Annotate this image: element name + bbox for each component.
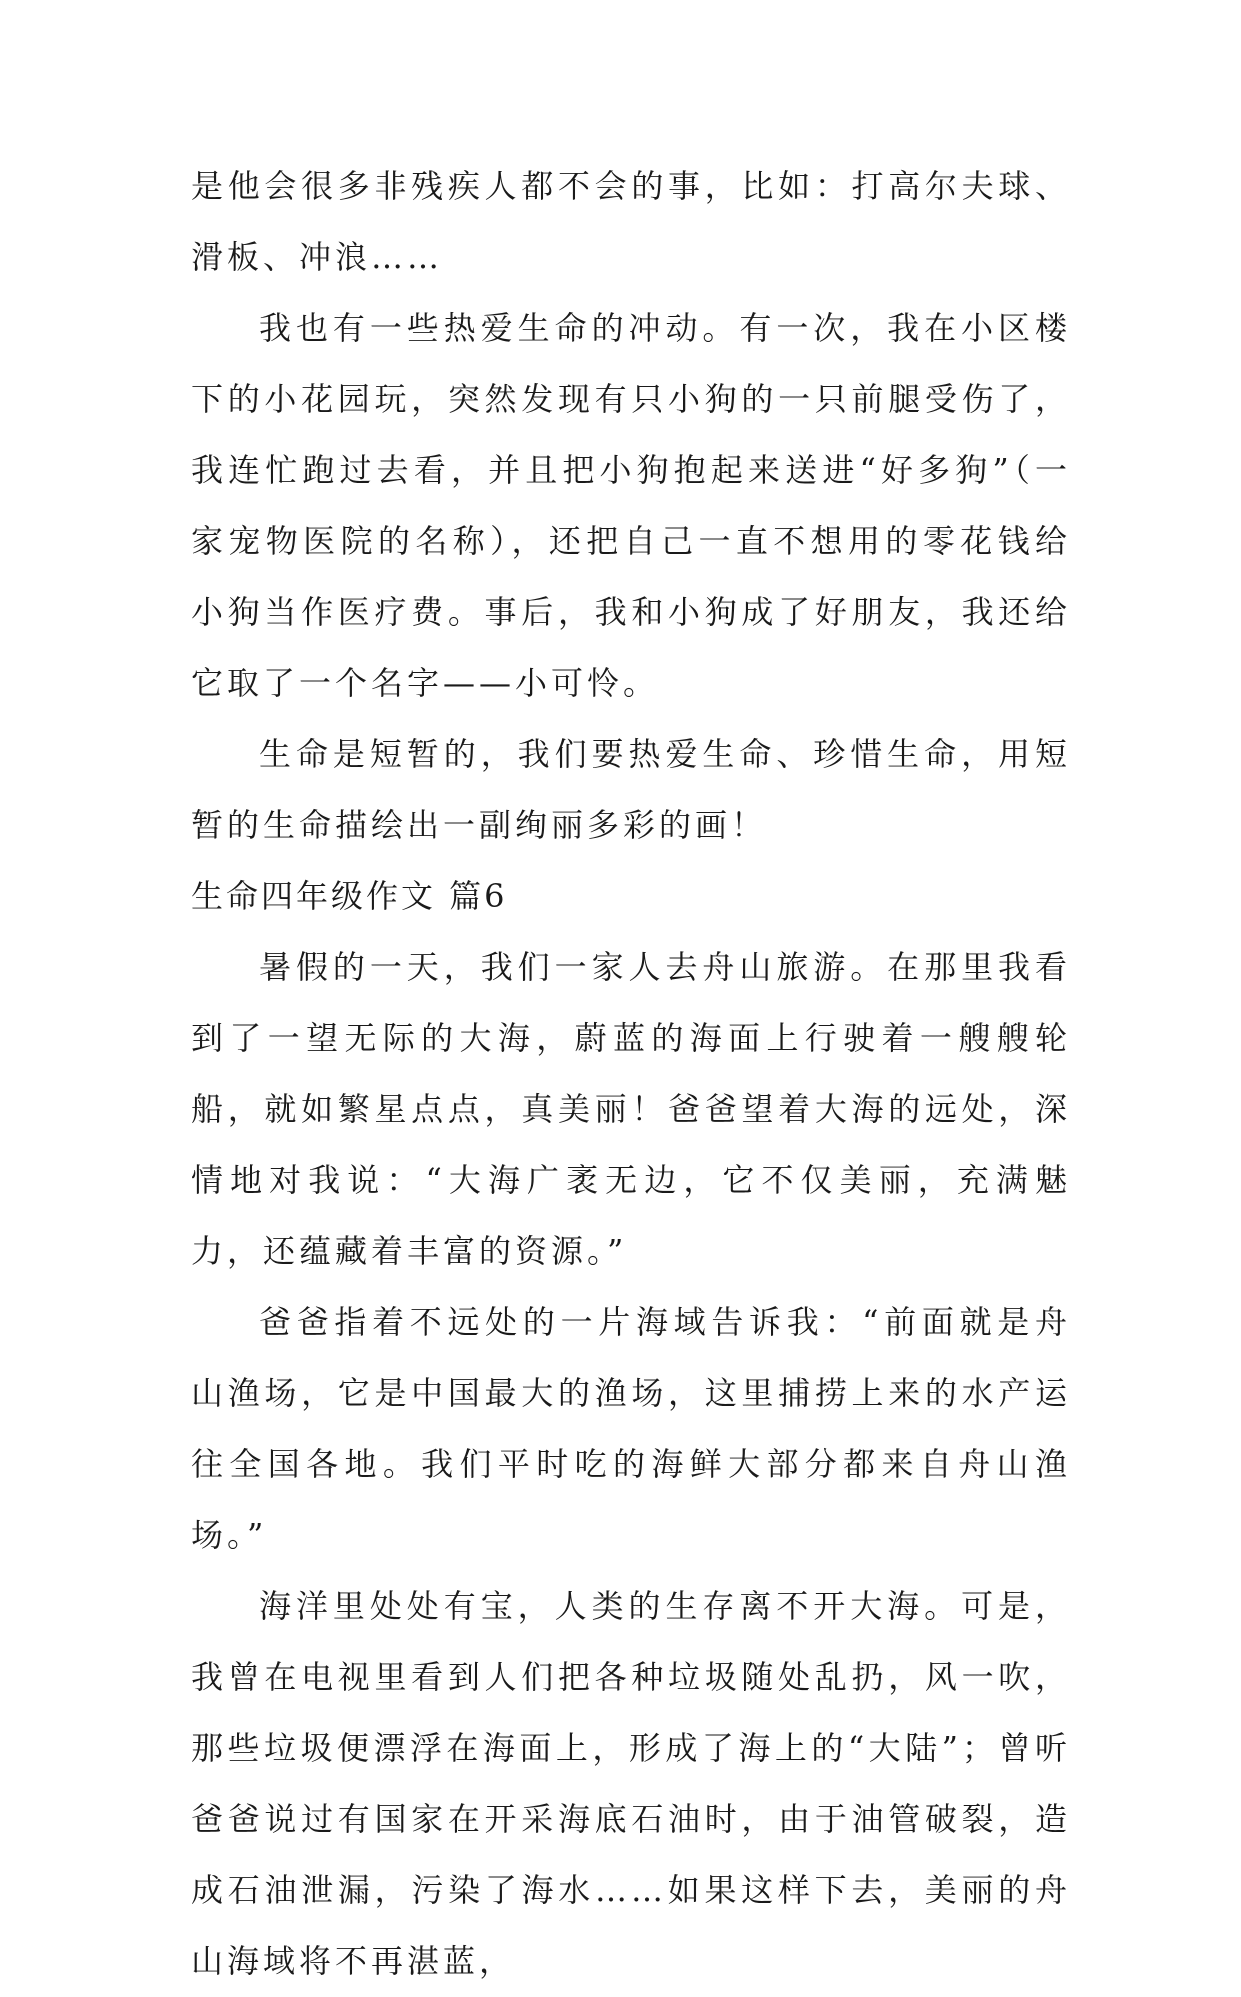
- paragraph-continued: 是他会很多非残疾人都不会的事，比如：打高尔夫球、滑板、冲浪……: [191, 167, 1071, 276]
- paragraph-fishery: 爸爸指着不远处的一片海域告诉我：“前面就是舟山渔场，它是中国最大的渔场，这里捕捞上来的水产运往全国各地。我们平时吃的海鲜大部分都来自舟山渔场。”: [191, 1303, 1071, 1554]
- section-heading: 生命四年级作文 篇6: [191, 877, 508, 915]
- paragraph-puppy-story: 我也有一些热爱生命的冲动。有一次，我在小区楼下的小花园玩，突然发现有只小狗的一只前腿受伤了，我连忙跑过去看，并且把小狗抱起来送进“好多狗”（一家宠物医院的名称），还把自己一直不想用的零花钱给小狗当作医疗费。事后，我和小狗成了好朋友，我还给它取了一个名字——小可怜。: [191, 309, 1071, 702]
- paragraph-ocean-pollution: 海洋里处处有宝，人类的生存离不开大海。可是，我曾在电视里看到人们把各种垃圾随处乱扔，风一吹，那些垃圾便漂浮在海面上，形成了海上的“大陆”；曾听爸爸说过有国家在开采海底石油时，由于油管破裂，造成石油泄漏，污染了海水……如果这样下去，美丽的舟山海域将不再湛蓝，: [191, 1587, 1071, 1980]
- paragraph-life-conclusion: 生命是短暂的，我们要热爱生命、珍惜生命，用短暂的生命描绘出一副绚丽多彩的画！: [191, 735, 1071, 844]
- document-body: [191, 151, 1071, 1997]
- paragraph-summer-trip: 暑假的一天，我们一家人去舟山旅游。在那里我看到了一望无际的大海，蔚蓝的海面上行驶着一艘艘轮船，就如繁星点点，真美丽！爸爸望着大海的远处，深情地对我说：“大海广袤无边，它不仅美丽，充满魅力，还蕴藏着丰富的资源。”: [191, 948, 1071, 1270]
